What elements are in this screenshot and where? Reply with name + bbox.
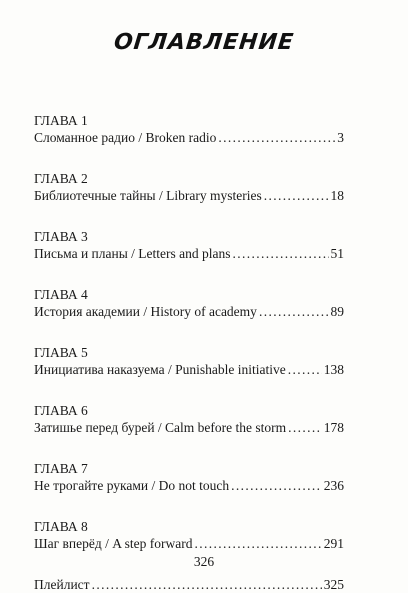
chapter-label: ГЛАВА 7 <box>34 461 88 476</box>
chapter-label: ГЛАВА 3 <box>34 229 88 244</box>
chapter-label: ГЛАВА 6 <box>34 403 88 418</box>
entry-title: Библиотечные тайны / Library mysteries <box>34 188 262 203</box>
toc-entry <box>34 245 344 262</box>
entry-page-number: 236 <box>323 478 344 493</box>
toc-entry <box>34 129 344 146</box>
toc-chapter-5 <box>34 344 344 378</box>
entry-title: Письма и планы / Letters and plans <box>34 246 231 261</box>
table-of-contents <box>34 112 344 593</box>
chapter-label: ГЛАВА 1 <box>34 113 88 128</box>
entry-page-number: 325 <box>323 577 344 592</box>
chapter-label: ГЛАВА 8 <box>34 519 88 534</box>
toc-chapter-2 <box>34 170 344 204</box>
page-title: ОГЛАВЛЕНИЕ <box>112 30 296 55</box>
toc-chapter-1 <box>34 112 344 146</box>
toc-chapter-6 <box>34 402 344 436</box>
toc-entry <box>34 477 344 494</box>
chapter-label: ГЛАВА 4 <box>34 287 88 302</box>
dot-leader <box>259 303 329 320</box>
entry-page-number: 89 <box>330 304 344 319</box>
entry-title: Сломанное радио / Broken radio <box>34 130 217 145</box>
entry-page-number: 3 <box>337 130 344 145</box>
toc-entry <box>34 361 344 378</box>
entry-page-number: 18 <box>330 188 344 203</box>
entry-title: Плейлист <box>34 577 90 592</box>
chapter-label: ГЛАВА 5 <box>34 345 88 360</box>
toc-entry-playlist <box>34 576 344 593</box>
entry-title: История академии / History of academy <box>34 304 257 319</box>
entry-page-number: 138 <box>323 362 344 377</box>
entry-title: Затишье перед бурей / Calm before the storm <box>34 420 287 435</box>
entry-title: Шаг вперёд / A step forward <box>34 536 193 551</box>
toc-entry <box>34 419 344 436</box>
toc-chapter-7 <box>34 460 344 494</box>
dot-leader <box>233 245 329 262</box>
dot-leader <box>231 477 322 494</box>
entry-title: Не трогайте руками / Do not touch <box>34 478 230 493</box>
dot-leader <box>264 187 329 204</box>
entry-page-number: 51 <box>330 246 344 261</box>
toc-entry <box>34 303 344 320</box>
dot-leader <box>288 361 322 378</box>
page-number: 326 <box>193 554 215 569</box>
entry-title: Инициатива наказуема / Punishable initiative <box>34 362 286 377</box>
toc-chapter-3 <box>34 228 344 262</box>
dot-leader <box>92 576 322 593</box>
dot-leader <box>194 535 321 552</box>
toc-entry <box>34 187 344 204</box>
entry-page-number: 291 <box>323 536 344 551</box>
toc-chapter-8 <box>34 518 344 552</box>
toc-entry <box>34 535 344 552</box>
dot-leader <box>288 419 322 436</box>
toc-chapter-4 <box>34 286 344 320</box>
chapter-label: ГЛАВА 2 <box>34 171 88 186</box>
dot-leader <box>218 129 335 146</box>
entry-page-number: 178 <box>323 420 344 435</box>
